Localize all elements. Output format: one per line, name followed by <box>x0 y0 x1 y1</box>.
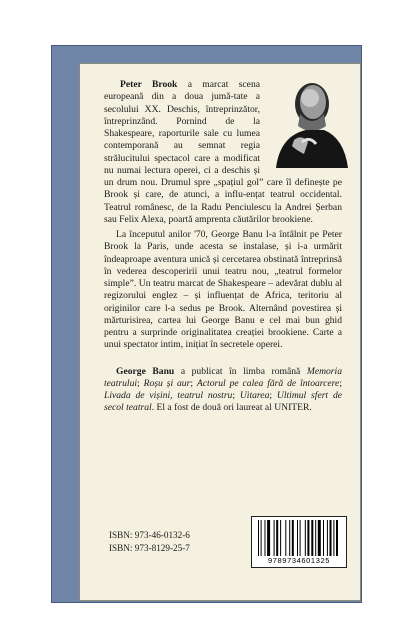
barcode-number: 9789734601325 <box>267 556 331 565</box>
author-name-banu: George Banu <box>116 365 175 377</box>
work-title: Memoria teatrului <box>104 365 342 389</box>
isbn-line: ISBN: 973-46-0132-6 <box>109 530 190 540</box>
separator: ; <box>190 377 197 389</box>
barcode-stripe <box>261 520 262 556</box>
intro-text: a marcat scena europeană din a doua jumă-tate a secolului XX. Deschis, întreprinzător, întreprinzând. Pornind de la Shakespeare, raporturile sale cu lumea contemporană au semnat regia strălucitului spectacol care a modificat nu numai lectura operei, ci a deschis și un drum nou. Drumul spre „spațiul gol” care îl definește pe Brook și care, de atunci, a influ-ențat teatrul occidental. Teatrul românesc, de la Radu Penciulescu la Andrei Șerban sau Felix Alexa, poartă amprenta căutărilor brookiene. <box>104 79 342 225</box>
author-name-brook: Peter Brook <box>120 79 178 90</box>
barcode-bars <box>258 520 342 556</box>
barcode-stripe <box>297 520 298 556</box>
author-bio-paragraph <box>104 366 342 415</box>
barcode-stripe <box>307 520 309 556</box>
work-title: Ultimul sfert de secol teatral <box>104 390 342 414</box>
barcode-stripe <box>330 520 332 556</box>
barcode <box>251 516 347 568</box>
barcode-stripe <box>292 520 294 556</box>
work-title: Uitarea <box>239 390 270 401</box>
barcode-stripe <box>305 520 306 556</box>
bio-text: a publicat în limba română <box>174 365 307 377</box>
barcode-stripe <box>300 520 301 556</box>
barcode-stripe <box>311 520 313 556</box>
barcode-stripe <box>323 520 324 556</box>
separator: ; <box>339 377 342 389</box>
isbn-block <box>109 529 190 554</box>
barcode-stripe <box>265 520 266 556</box>
barcode-stripe <box>333 520 334 556</box>
main-paragraph: La începutul anilor '70, George Banu l-a întâlnit pe Peter Brook la Paris, unde acesta se instalase, și i-a urmărit îndeaproape aventura unică și cercetarea obstinată întreprinsă în vederea descoperirii unui teatru nou, „teatrul formelor simple”. Un teatru marcat de Shakespeare – adevărat dublu al regizorului englez – și influențat de Africa, teritoriu al originilor care l-a sedus pe Brook. Alternând povestirea și mărturisirea, cartea lui George Banu e cel mai bun ghid pentru a surprinde originalitatea creației brookiene. Carte a unui spectator intim, inițiat în secretele operei. <box>104 229 342 351</box>
barcode-stripe <box>258 520 259 556</box>
barcode-stripe <box>336 520 338 556</box>
work-title: Livada de vișini, teatrul nostru <box>104 390 233 401</box>
barcode-stripe <box>327 520 328 556</box>
work-title: Actorul pe calea fără de întoarcere <box>196 377 340 389</box>
bio-text: . El a fost de două ori laureat al UNITER. <box>151 402 312 414</box>
separator: ; <box>232 390 240 401</box>
barcode-stripe <box>315 520 316 556</box>
separator: ; <box>137 377 144 389</box>
barcode-stripe <box>280 520 281 556</box>
barcode-stripe <box>285 520 286 556</box>
barcode-stripe <box>318 520 321 556</box>
author-photo <box>266 76 348 168</box>
work-title: Roșu și aur <box>143 377 191 389</box>
barcode-stripe <box>267 520 270 556</box>
barcode-stripe <box>274 520 275 556</box>
isbn-line: ISBN: 973-8129-25-7 <box>109 542 190 553</box>
barcode-stripe <box>276 520 278 556</box>
cover-text <box>104 79 342 415</box>
barcode-stripe <box>289 520 290 556</box>
separator: ; <box>269 390 277 401</box>
